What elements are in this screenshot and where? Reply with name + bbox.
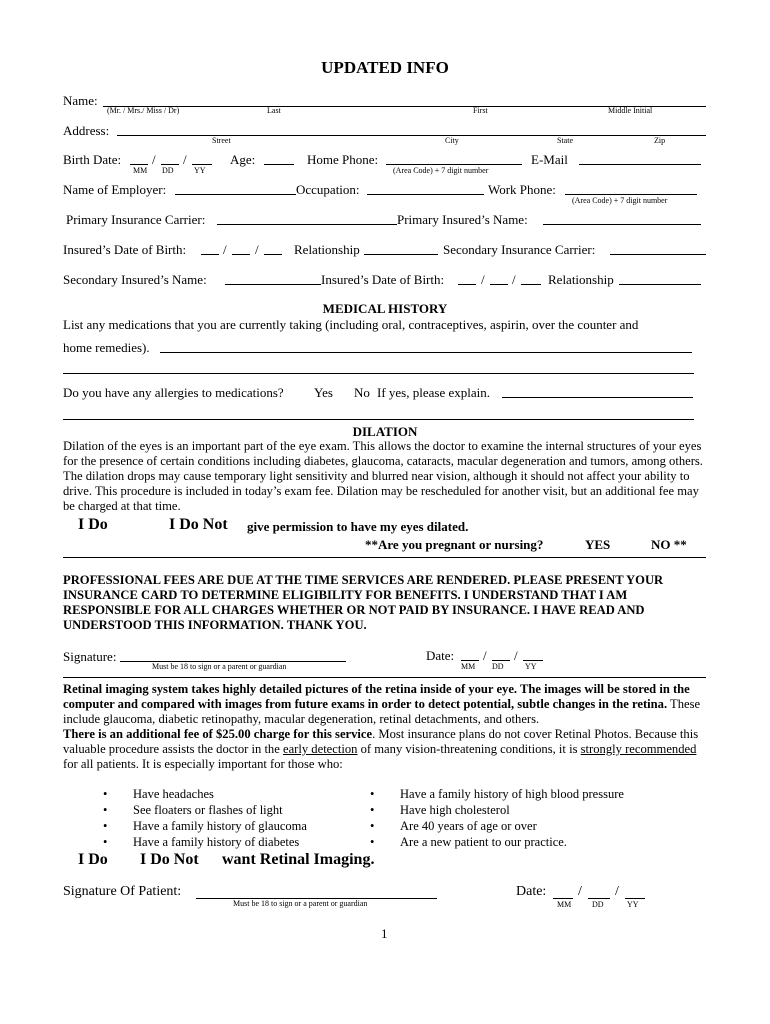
birth-date-label: Birth Date: xyxy=(63,152,122,167)
list-item: • Have a family history of high blood pressure xyxy=(370,787,624,801)
bullet-icon: • xyxy=(103,803,108,817)
sign-date-yy[interactable] xyxy=(523,660,543,661)
list-item: • See floaters or flashes of light xyxy=(103,803,283,817)
name-hint-prefix: (Mr. / Mrs./ Miss / Dr) xyxy=(107,106,180,115)
dilation-i-do[interactable]: I Do xyxy=(78,516,108,533)
insured-dob-dd[interactable] xyxy=(232,254,250,255)
sign-date-label: Date: xyxy=(426,648,455,663)
patient-date-dd[interactable] xyxy=(588,898,610,899)
birth-hint-yy: YY xyxy=(194,166,206,175)
sign-date-dd[interactable] xyxy=(492,660,510,661)
sign-date-sep-1: / xyxy=(483,648,487,663)
allergies-no[interactable]: No xyxy=(354,385,370,400)
employer-label: Name of Employer: xyxy=(63,182,167,197)
patient-signature-hint: Must be 18 to sign or a parent or guardian xyxy=(233,899,368,908)
dilation-permission: give permission to have my eyes dilated. xyxy=(247,519,469,534)
patient-date-hint-mm: MM xyxy=(557,900,572,909)
home-phone-field[interactable] xyxy=(386,164,522,165)
page-title: UPDATED INFO xyxy=(321,58,449,77)
age-field[interactable] xyxy=(264,164,294,165)
home-phone-hint: (Area Code) + 7 digit number xyxy=(393,166,489,175)
bullet-icon: • xyxy=(103,819,108,833)
retinal-i-do-not[interactable]: I Do Not xyxy=(140,851,199,868)
bullet-icon: • xyxy=(370,803,375,817)
insured-dob-mm[interactable] xyxy=(201,254,219,255)
allergies-explain-label: If yes, please explain. xyxy=(377,385,490,400)
retinal-bullets-left xyxy=(103,786,307,850)
retinal-intro-rest: These include glaucoma, diabetic retinopathy, macular degeneration, retinal detachments, and others. xyxy=(63,697,701,726)
birth-hint-mm: MM xyxy=(133,166,148,175)
patient-date-mm[interactable] xyxy=(553,898,573,899)
list-item: • Have high cholesterol xyxy=(370,803,510,817)
address-hint-street: Street xyxy=(212,136,231,145)
insured-dob2-mm[interactable] xyxy=(458,284,476,285)
retinal-want: want Retinal Imaging. xyxy=(222,851,375,868)
dilation-heading: DILATION xyxy=(352,424,418,439)
insured-dob2-sep-1: / xyxy=(481,272,485,287)
medications-field-2[interactable] xyxy=(63,373,694,374)
retinal-fee-rest-2: of many vision-threatening conditions, it is xyxy=(357,742,581,756)
list-item: • Have a family history of glaucoma xyxy=(103,819,307,833)
pregnant-no[interactable]: NO ** xyxy=(651,537,687,552)
secondary-insured-label: Secondary Insured’s Name: xyxy=(63,272,207,287)
address-hint-state: State xyxy=(557,136,573,145)
birth-hint-dd: DD xyxy=(162,166,174,175)
allergies-explain-field-2[interactable] xyxy=(63,419,694,420)
list-item: • Have a family history of diabetes xyxy=(103,835,300,849)
dilation-paragraph: Dilation of the eyes is an important part of the eye exam. This allows the doctor to examine the internal structures of your eyes for the presence of certain conditions including diabetes, glaucoma, cataracts, macular degeneration and tumors, among others. The dilation drops may cause temporary light sensitivity and blurred near vision, although it should not affect your ability to drive. This procedure is included in today’s exam fee. Dilation may be rescheduled for another visit, but an additional fee may be charged at that time. xyxy=(63,439,703,513)
retinal-fee-rest: . Most insurance plans do not cover Retinal Photos. Because this valuable procedure assists the doctor in the xyxy=(63,727,699,756)
patient-date-yy[interactable] xyxy=(625,898,645,899)
primary-carrier-field[interactable] xyxy=(217,224,397,225)
list-item: • Are a new patient to our practice. xyxy=(370,835,567,849)
divider-2 xyxy=(63,677,706,678)
bullet-icon: • xyxy=(103,835,108,849)
sign-date-sep-2: / xyxy=(514,648,518,663)
email-label: E-Mail xyxy=(531,152,568,167)
medical-history-heading: MEDICAL HISTORY xyxy=(322,301,448,316)
relationship-label-2: Relationship xyxy=(548,272,614,287)
early-detection: early detection xyxy=(282,742,358,756)
address-hint-city: City xyxy=(445,136,459,145)
retinal-fee-bold: There is an additional fee of $25.00 charge for this service xyxy=(63,727,373,741)
name-hint-last: Last xyxy=(267,106,281,115)
secondary-carrier-field[interactable] xyxy=(610,254,706,255)
name-label: Name: xyxy=(63,93,98,108)
occupation-label: Occupation: xyxy=(296,182,360,197)
allergies-text: Do you have any allergies to medications? xyxy=(63,385,284,400)
signature-label: Signature: xyxy=(63,649,117,664)
patient-date-hint-dd: DD xyxy=(592,900,604,909)
birth-mm-field[interactable] xyxy=(130,164,148,165)
sign-date-hint-dd: DD xyxy=(492,662,504,671)
work-phone-field[interactable] xyxy=(565,194,697,195)
work-phone-hint: (Area Code) + 7 digit number xyxy=(572,196,668,205)
bullet-icon: • xyxy=(370,819,375,833)
work-phone-label: Work Phone: xyxy=(488,182,556,197)
divider-1 xyxy=(63,557,706,558)
relationship-label: Relationship xyxy=(294,242,360,257)
email-field[interactable] xyxy=(579,164,701,165)
primary-insured-field[interactable] xyxy=(543,224,701,225)
insured-dob-sep-2: / xyxy=(255,242,259,257)
allergies-yes[interactable]: Yes xyxy=(314,385,333,400)
name-hint-middle: Middle Initial xyxy=(608,106,653,115)
primary-insured-label: Primary Insured’s Name: xyxy=(397,212,528,227)
birth-sep-1: / xyxy=(152,152,156,167)
address-field[interactable] xyxy=(117,135,706,136)
sign-date-mm[interactable] xyxy=(461,660,479,661)
sign-date-hint-mm: MM xyxy=(461,662,476,671)
secondary-carrier-label: Secondary Insurance Carrier: xyxy=(443,242,596,257)
signature-hint: Must be 18 to sign or a parent or guardian xyxy=(152,662,287,671)
home-phone-label: Home Phone: xyxy=(307,152,379,167)
address-label: Address: xyxy=(63,123,110,138)
primary-carrier-label: Primary Insurance Carrier: xyxy=(66,212,206,227)
sign-date-hint-yy: YY xyxy=(525,662,537,671)
list-item: • Are 40 years of age or over xyxy=(370,819,537,833)
pregnant-yes[interactable]: YES xyxy=(585,537,611,552)
birth-sep-2: / xyxy=(183,152,187,167)
patient-date-hint-yy: YY xyxy=(627,900,639,909)
patient-date-sep-2: / xyxy=(615,884,619,899)
bullet-icon: • xyxy=(370,835,375,849)
birth-yy-field[interactable] xyxy=(192,164,212,165)
insured-dob2-sep-2: / xyxy=(512,272,516,287)
patient-date-label: Date: xyxy=(516,884,547,899)
medications-field[interactable] xyxy=(160,352,692,353)
retinal-paragraph xyxy=(63,682,703,772)
retinal-fee-rest-3: for all patients. It is especially important for those who: xyxy=(63,757,343,771)
employer-field[interactable] xyxy=(175,194,296,195)
fees-notice: PROFESSIONAL FEES ARE DUE AT THE TIME SERVICES ARE RENDERED. PLEASE PRESENT YOUR INSURANCE CARD TO DETERMINE ELIGIBILITY FOR BENEFITS. I UNDERSTAND THAT I AM RESPONSIBLE FOR ALL CHARGES WHETHER OR NOT PAID BY INSURANCE. I HAVE READ AND UNDERSTOOD THIS INFORMATION. THANK YOU. xyxy=(63,573,664,632)
patient-date-sep-1: / xyxy=(578,884,582,899)
allergies-explain-field[interactable] xyxy=(502,397,693,398)
pregnant-question: **Are you pregnant or nursing? xyxy=(365,537,544,552)
insured-dob2-yy[interactable] xyxy=(521,284,541,285)
name-hint-first: First xyxy=(473,106,488,115)
insured-dob-yy[interactable] xyxy=(264,254,282,255)
strongly-recommended: strongly recommended xyxy=(580,742,697,756)
list-item: • Have headaches xyxy=(103,787,214,801)
insured-dob-label: Insured’s Date of Birth: xyxy=(63,242,187,257)
medications-text: List any medications that you are currently taking (including oral, contraceptives, aspirin, over the counter and xyxy=(63,317,639,332)
insured-dob2-dd[interactable] xyxy=(490,284,508,285)
bullet-icon: • xyxy=(370,787,375,801)
relationship-field-2[interactable] xyxy=(619,284,701,285)
address-hint-zip: Zip xyxy=(654,136,666,145)
retinal-i-do[interactable]: I Do xyxy=(78,851,108,868)
age-label: Age: xyxy=(230,152,256,167)
secondary-insured-field[interactable] xyxy=(225,284,321,285)
patient-signature-label: Signature Of Patient: xyxy=(63,884,182,899)
retinal-bullets-right xyxy=(370,786,624,850)
insured-dob-sep-1: / xyxy=(223,242,227,257)
insured-dob-label-2: Insured’s Date of Birth: xyxy=(321,272,445,287)
occupation-field[interactable] xyxy=(367,194,484,195)
page-number: 1 xyxy=(381,926,388,941)
dilation-i-do-not[interactable]: I Do Not xyxy=(169,516,228,533)
birth-dd-field[interactable] xyxy=(161,164,179,165)
retinal-intro-bold: Retinal imaging system takes highly detailed pictures of the retina inside of your eye. The images will be stored in the computer and compared with images from future exams in order to detect potential, subtle changes in the retina. xyxy=(63,682,690,711)
relationship-field[interactable] xyxy=(364,254,438,255)
bullet-icon: • xyxy=(103,787,108,801)
medications-text-2: home remedies). xyxy=(63,340,150,355)
